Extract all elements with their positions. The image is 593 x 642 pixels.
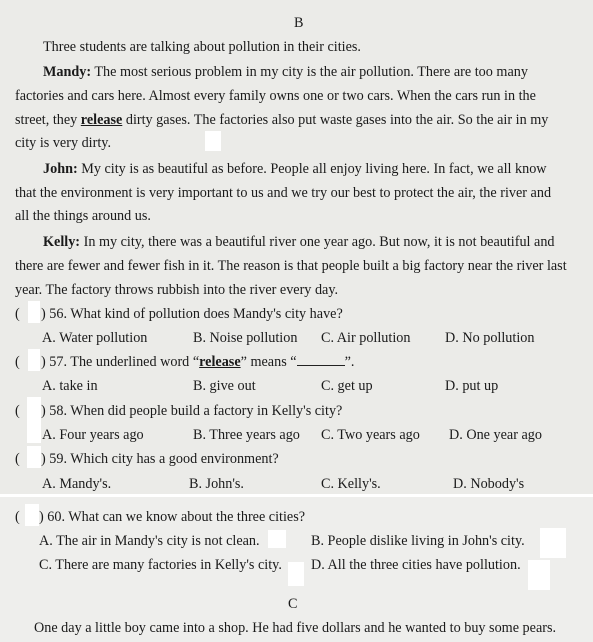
q57-answer-box[interactable] xyxy=(28,349,40,371)
john-line-2: that the environment is very important to us and we try our best to protect the air, the river and xyxy=(15,185,552,201)
kelly-speaker: Kelly: xyxy=(43,234,81,250)
john-text-1: My city is as beautiful as before. People all enjoy living here. In fact, we all know xyxy=(81,161,547,177)
q60-option-c: C. There are many factories in Kelly's city. xyxy=(39,557,282,573)
scan-mask xyxy=(540,528,566,558)
q58-option-c: C. Two years ago xyxy=(321,427,420,443)
q56-stem: ) 56. What kind of pollution does Mandy's city have? xyxy=(41,306,343,322)
q60-option-a: A. The air in Mandy's city is not clean. xyxy=(39,533,260,549)
scan-mask xyxy=(288,562,304,586)
q59-answer-box[interactable] xyxy=(27,446,41,468)
mandy-text-1: The most serious problem in my city is the air pollution. There are too many xyxy=(94,64,528,80)
john-line-3: all the things around us. xyxy=(15,208,151,224)
q57-option-d: D. put up xyxy=(445,378,499,394)
mandy-line-1 xyxy=(43,63,528,81)
mandy-line-2: factories and cars here. Almost every family owns one or two cars. When the cars run in the xyxy=(15,88,536,104)
q58-answer-box[interactable] xyxy=(27,397,41,443)
kelly-line-1 xyxy=(43,233,555,251)
q57-stem-post: ” means “ xyxy=(240,354,297,370)
q58-option-d: D. One year ago xyxy=(449,427,542,443)
q56-option-d: D. No pollution xyxy=(445,330,535,346)
scan-mask xyxy=(205,131,221,151)
q57-stem-end: ”. xyxy=(344,354,355,370)
q59-paren: ( xyxy=(15,451,20,467)
section-b-intro: Three students are talking about pollution in their cities. xyxy=(43,39,361,55)
q57-stem-pre: ) 57. The underlined word “ xyxy=(41,354,200,370)
scan-mask xyxy=(268,530,286,548)
scan-mask xyxy=(528,560,550,590)
q58-option-a: A. Four years ago xyxy=(42,427,144,443)
mandy-line-4: city is very dirty. xyxy=(15,135,112,151)
q58-option-b: B. Three years ago xyxy=(193,427,300,443)
q57-option-c: C. get up xyxy=(321,378,373,394)
john-line-1 xyxy=(43,160,547,178)
q60-stem: ) 60. What can we know about the three cities? xyxy=(39,509,306,525)
q59-option-d: D. Nobody's xyxy=(453,476,525,492)
q59-option-a: A. Mandy's. xyxy=(42,476,112,492)
mandy-text-3-post: dirty gases. The factories also put waste gases into the air. So the air in my xyxy=(122,112,549,128)
q59-stem: ) 59. Which city has a good environment? xyxy=(41,451,279,467)
q57-word: release xyxy=(199,354,241,370)
kelly-text-1: In my city, there was a beautiful river one year ago. But now, it is not beautiful and xyxy=(83,234,555,250)
kelly-line-3: year. The factory throws rubbish into the river every day. xyxy=(15,282,339,298)
section-c-line-1: One day a little boy came into a shop. He had five dollars and he wanted to buy some pears. xyxy=(34,620,557,636)
underlined-word-release: release xyxy=(80,112,123,128)
john-speaker: John: xyxy=(43,161,78,177)
q56-option-b: B. Noise pollution xyxy=(193,330,298,346)
q60-option-b: B. People dislike living in John's city. xyxy=(311,533,525,549)
q58-stem: ) 58. When did people build a factory in Kelly's city? xyxy=(41,403,343,419)
q56-option-c: C. Air pollution xyxy=(321,330,411,346)
q57-option-a: A. take in xyxy=(42,378,98,394)
q60-paren: ( xyxy=(15,509,20,525)
q60-answer-box[interactable] xyxy=(25,504,39,526)
q59-option-b: B. John's. xyxy=(189,476,244,492)
q59-option-c: C. Kelly's. xyxy=(321,476,381,492)
kelly-line-2: there are fewer and fewer fish in it. The reason is that people built a big factory near the river last xyxy=(15,258,567,274)
section-b-letter: B xyxy=(294,15,304,31)
q57-blank xyxy=(297,353,345,366)
q57-stem xyxy=(41,353,354,371)
q56-option-a: A. Water pollution xyxy=(42,330,148,346)
q58-paren: ( xyxy=(15,403,20,419)
mandy-speaker: Mandy: xyxy=(43,64,92,80)
mandy-line-3 xyxy=(15,111,548,129)
q57-paren: ( xyxy=(15,354,20,370)
q56-answer-box[interactable] xyxy=(28,301,40,323)
q60-option-d: D. All the three cities have pollution. xyxy=(311,557,521,573)
section-c-letter: C xyxy=(288,596,298,612)
q57-option-b: B. give out xyxy=(193,378,256,394)
mandy-text-3-pre: street, they xyxy=(15,112,81,128)
q56-paren: ( xyxy=(15,306,20,322)
